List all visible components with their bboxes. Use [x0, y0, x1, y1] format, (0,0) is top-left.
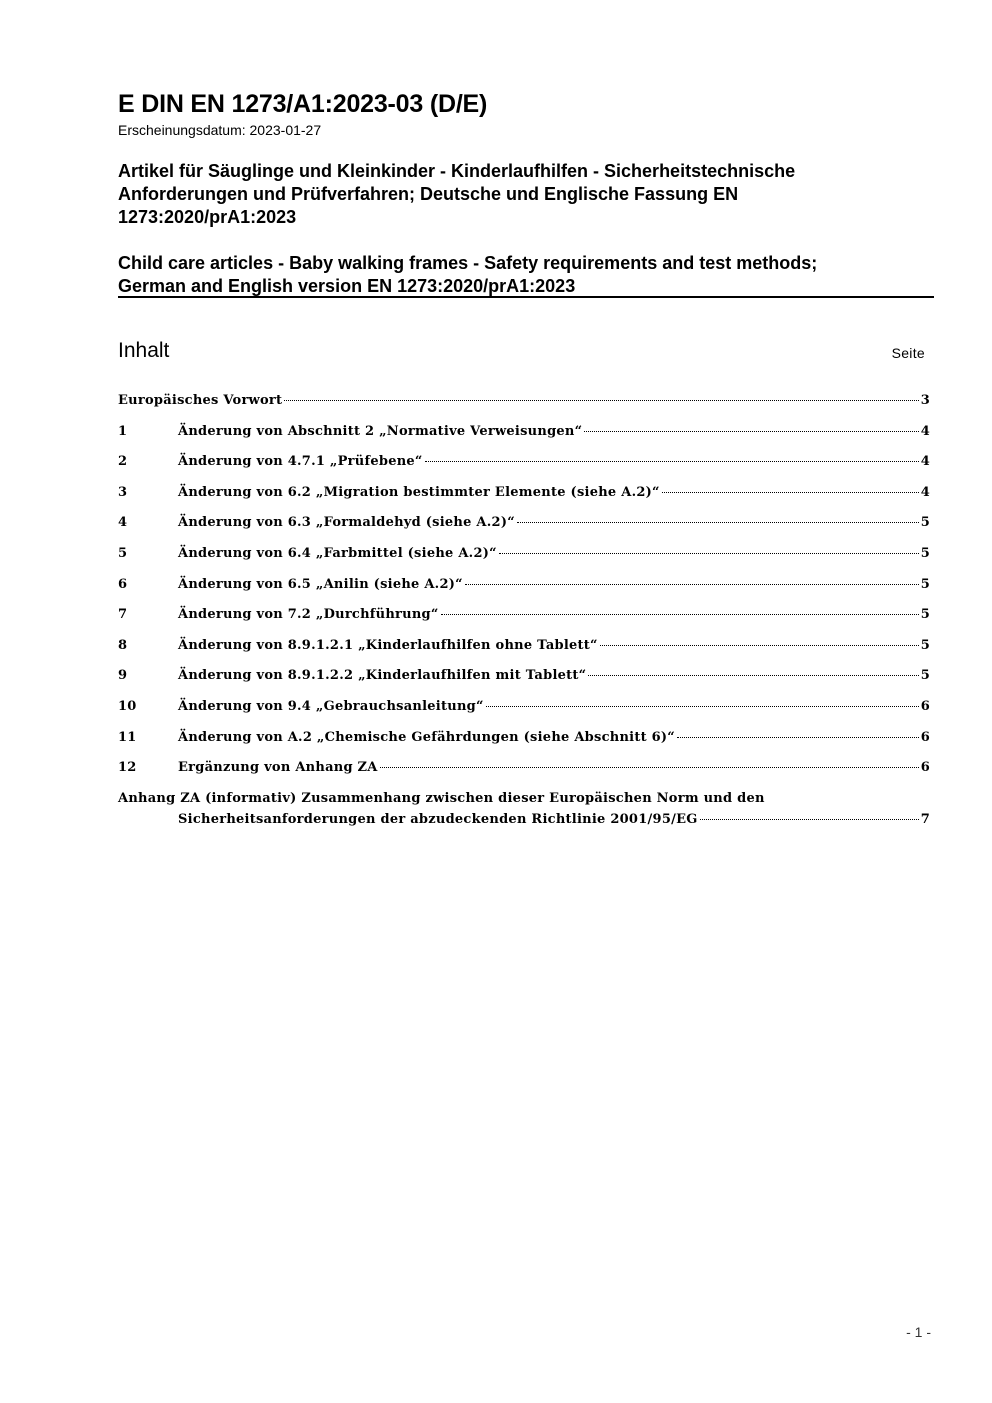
toc-entry[interactable]: [118, 454, 930, 485]
toc-entry-page: 4: [920, 423, 930, 439]
title-english-line: Child care articles - Baby walking frames - Safety requirements and test methods;: [118, 253, 818, 273]
page-number: - 1 -: [906, 1324, 931, 1340]
toc-entry-text: Änderung von 9.4 „Gebrauchsanleitung“: [178, 698, 484, 714]
toc-entry[interactable]: [118, 760, 930, 791]
dot-leader: [588, 675, 918, 676]
toc-entry-page: 4: [920, 484, 930, 500]
title-german: [118, 160, 918, 229]
toc-entry-page: 5: [920, 668, 930, 684]
toc-entry-page: 6: [920, 698, 930, 714]
toc-entry-text: Änderung von 6.5 „Anilin (siehe A.2)“: [178, 576, 463, 592]
toc-entry-number: 4: [118, 515, 128, 531]
toc-entry-text: Änderung von 6.2 „Migration bestimmter Elemente (siehe A.2)“: [178, 484, 660, 500]
dot-leader: [465, 584, 919, 585]
toc-entry-page: 5: [920, 576, 930, 592]
toc-entry-text: Europäisches Vorwort: [118, 393, 283, 408]
toc-entry[interactable]: [118, 668, 930, 699]
publication-date: Erscheinungsdatum: 2023-01-27: [118, 122, 322, 138]
document-id: E DIN EN 1273/A1:2023-03 (D/E): [118, 90, 488, 118]
toc-entry[interactable]: [118, 546, 930, 577]
toc-entry[interactable]: [118, 424, 930, 455]
toc-entry-page: 7: [920, 811, 930, 827]
toc-entry-text: Änderung von 4.7.1 „Prüfebene“: [178, 454, 423, 470]
toc-entry-number: 12: [118, 760, 137, 776]
toc-entry-text: Änderung von 6.3 „Formaldehyd (siehe A.2)“: [178, 515, 515, 531]
toc-entry-text: Änderung von 8.9.1.2.2 „Kinderlaufhilfen mit Tablett“: [178, 668, 587, 684]
toc-entry[interactable]: [118, 577, 930, 608]
toc-entry-foreword[interactable]: [118, 393, 930, 424]
dot-leader: [677, 737, 919, 738]
toc-entry[interactable]: [118, 638, 930, 669]
toc-entry-text: Sicherheitsanforderungen der abzudeckenden Richtlinie 2001/95/EG: [178, 811, 698, 827]
toc-entry-text: Änderung von Abschnitt 2 „Normative Verweisungen“: [178, 423, 583, 439]
toc-entry-text: Änderung von A.2 „Chemische Gefährdungen (siehe Abschnitt 6)“: [178, 729, 676, 745]
toc-entry-number: 3: [118, 484, 128, 500]
dot-leader: [517, 522, 919, 523]
toc-entry-page: 4: [920, 454, 930, 470]
toc-page-column-label: Seite: [891, 345, 925, 361]
toc-entry-number: 11: [118, 729, 137, 745]
title-divider: [118, 296, 934, 298]
table-of-contents: [118, 393, 930, 827]
toc-entry-page: 5: [920, 515, 930, 531]
toc-entry-number: 6: [118, 576, 128, 592]
dot-leader: [662, 492, 919, 493]
dot-leader: [584, 431, 918, 432]
toc-entry-number: 8: [118, 637, 128, 653]
toc-entry-number: 10: [118, 698, 137, 714]
toc-entry[interactable]: [118, 485, 930, 516]
title-german-line: 1273:2020/prA1:2023: [118, 207, 297, 227]
toc-entry[interactable]: [118, 730, 930, 761]
toc-entry-page: 6: [920, 729, 930, 745]
toc-entry-number: 5: [118, 545, 128, 561]
toc-entry-page: 5: [920, 545, 930, 561]
toc-entry-text: Anhang ZA (informativ) Zusammenhang zwischen dieser Europäischen Norm und den: [118, 790, 765, 806]
dot-leader: [441, 614, 919, 615]
dot-leader: [284, 400, 918, 401]
dot-leader: [499, 553, 919, 554]
toc-heading: Inhalt: [118, 339, 170, 362]
toc-entry-number: 2: [118, 454, 128, 470]
toc-entry-annex-za[interactable]: [118, 791, 930, 827]
toc-entry-text: Änderung von 7.2 „Durchführung“: [178, 607, 439, 623]
title-english: [118, 252, 934, 298]
dot-leader: [600, 645, 919, 646]
toc-entry-text: Änderung von 6.4 „Farbmittel (siehe A.2)“: [178, 545, 497, 561]
dot-leader: [700, 819, 919, 820]
toc-entry-number: 7: [118, 607, 128, 623]
toc-entry-page: 3: [920, 393, 930, 408]
dot-leader: [380, 767, 919, 768]
title-german-line: Anforderungen und Prüfverfahren; Deutsche und Englische Fassung EN: [118, 184, 739, 204]
title-english-line: German and English version EN 1273:2020/prA1:2023: [118, 276, 576, 296]
toc-entry-page: 5: [920, 637, 930, 653]
toc-entry-page: 6: [920, 760, 930, 776]
toc-entry-text: Änderung von 8.9.1.2.1 „Kinderlaufhilfen ohne Tablett“: [178, 637, 598, 653]
dot-leader: [425, 461, 919, 462]
toc-entry[interactable]: [118, 699, 930, 730]
toc-entry[interactable]: [118, 515, 930, 546]
toc-entry-page: 5: [920, 607, 930, 623]
title-german-line: Artikel für Säuglinge und Kleinkinder - Kinderlaufhilfen - Sicherheitstechnische: [118, 161, 796, 181]
toc-entry-number: 9: [118, 668, 128, 684]
toc-entry[interactable]: [118, 607, 930, 638]
dot-leader: [486, 706, 919, 707]
toc-entry-text: Ergänzung von Anhang ZA: [178, 760, 378, 776]
toc-entry-number: 1: [118, 423, 128, 439]
